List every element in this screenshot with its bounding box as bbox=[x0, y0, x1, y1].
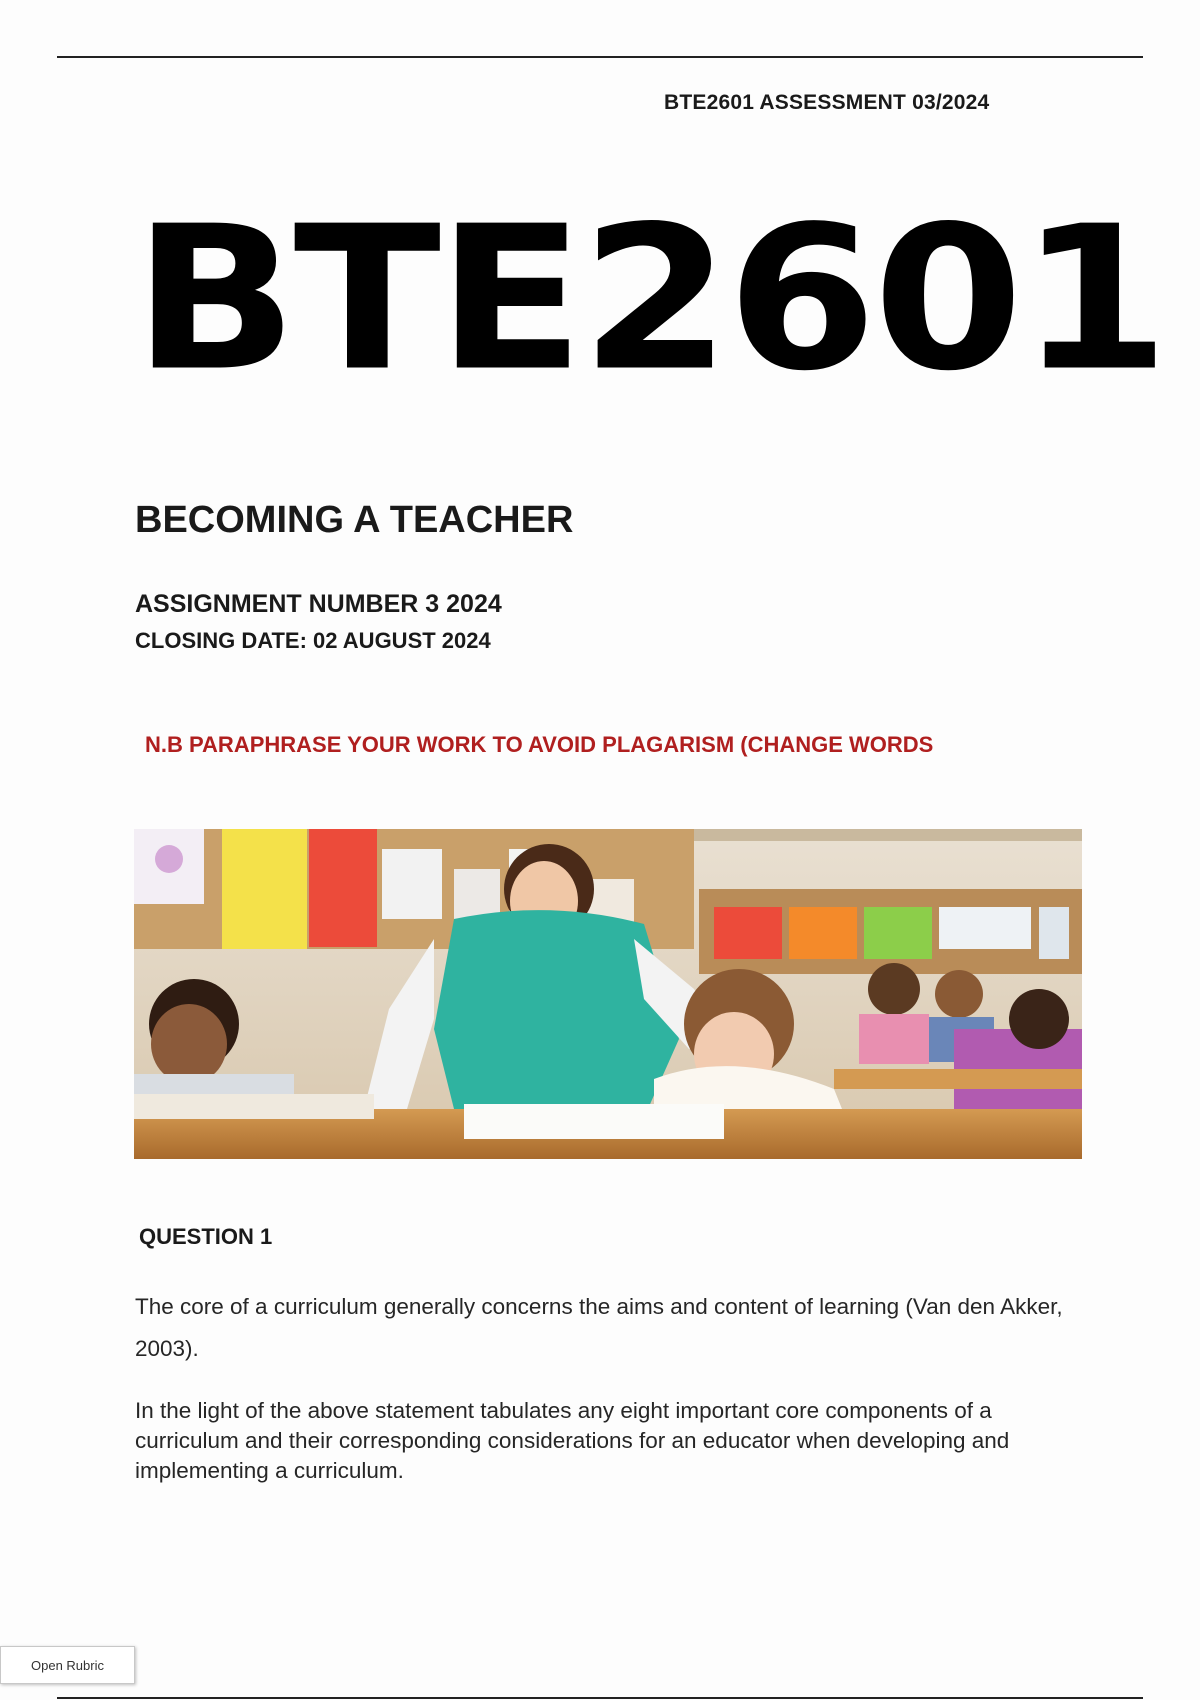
bottom-rule bbox=[57, 1697, 1143, 1699]
course-code-title: BTE2601 bbox=[133, 183, 1166, 415]
plagiarism-notice: N.B PARAPHRASE YOUR WORK TO AVOID PLAGARISM (CHANGE WORDS bbox=[145, 732, 934, 757]
assessment-header-label: BTE2601 ASSESSMENT 03/2024 bbox=[664, 91, 990, 114]
closing-date: CLOSING DATE: 02 AUGUST 2024 bbox=[135, 628, 491, 653]
top-rule bbox=[57, 56, 1143, 58]
question-1-quote: The core of a curriculum generally concerns the aims and content of learning (Van den Akker, 2003). bbox=[135, 1294, 1063, 1361]
classroom-photo bbox=[134, 829, 1082, 1159]
module-title: BECOMING A TEACHER bbox=[135, 499, 574, 541]
question-1-heading: QUESTION 1 bbox=[139, 1224, 273, 1249]
assignment-number: ASSIGNMENT NUMBER 3 2024 bbox=[135, 590, 502, 618]
open-rubric-button[interactable]: Open Rubric bbox=[0, 1646, 135, 1684]
question-1-task: In the light of the above statement tabulates any eight important core components of a curriculum and their corresponding considerations for an educator when developing and implementing a curriculum. bbox=[135, 1398, 1010, 1483]
